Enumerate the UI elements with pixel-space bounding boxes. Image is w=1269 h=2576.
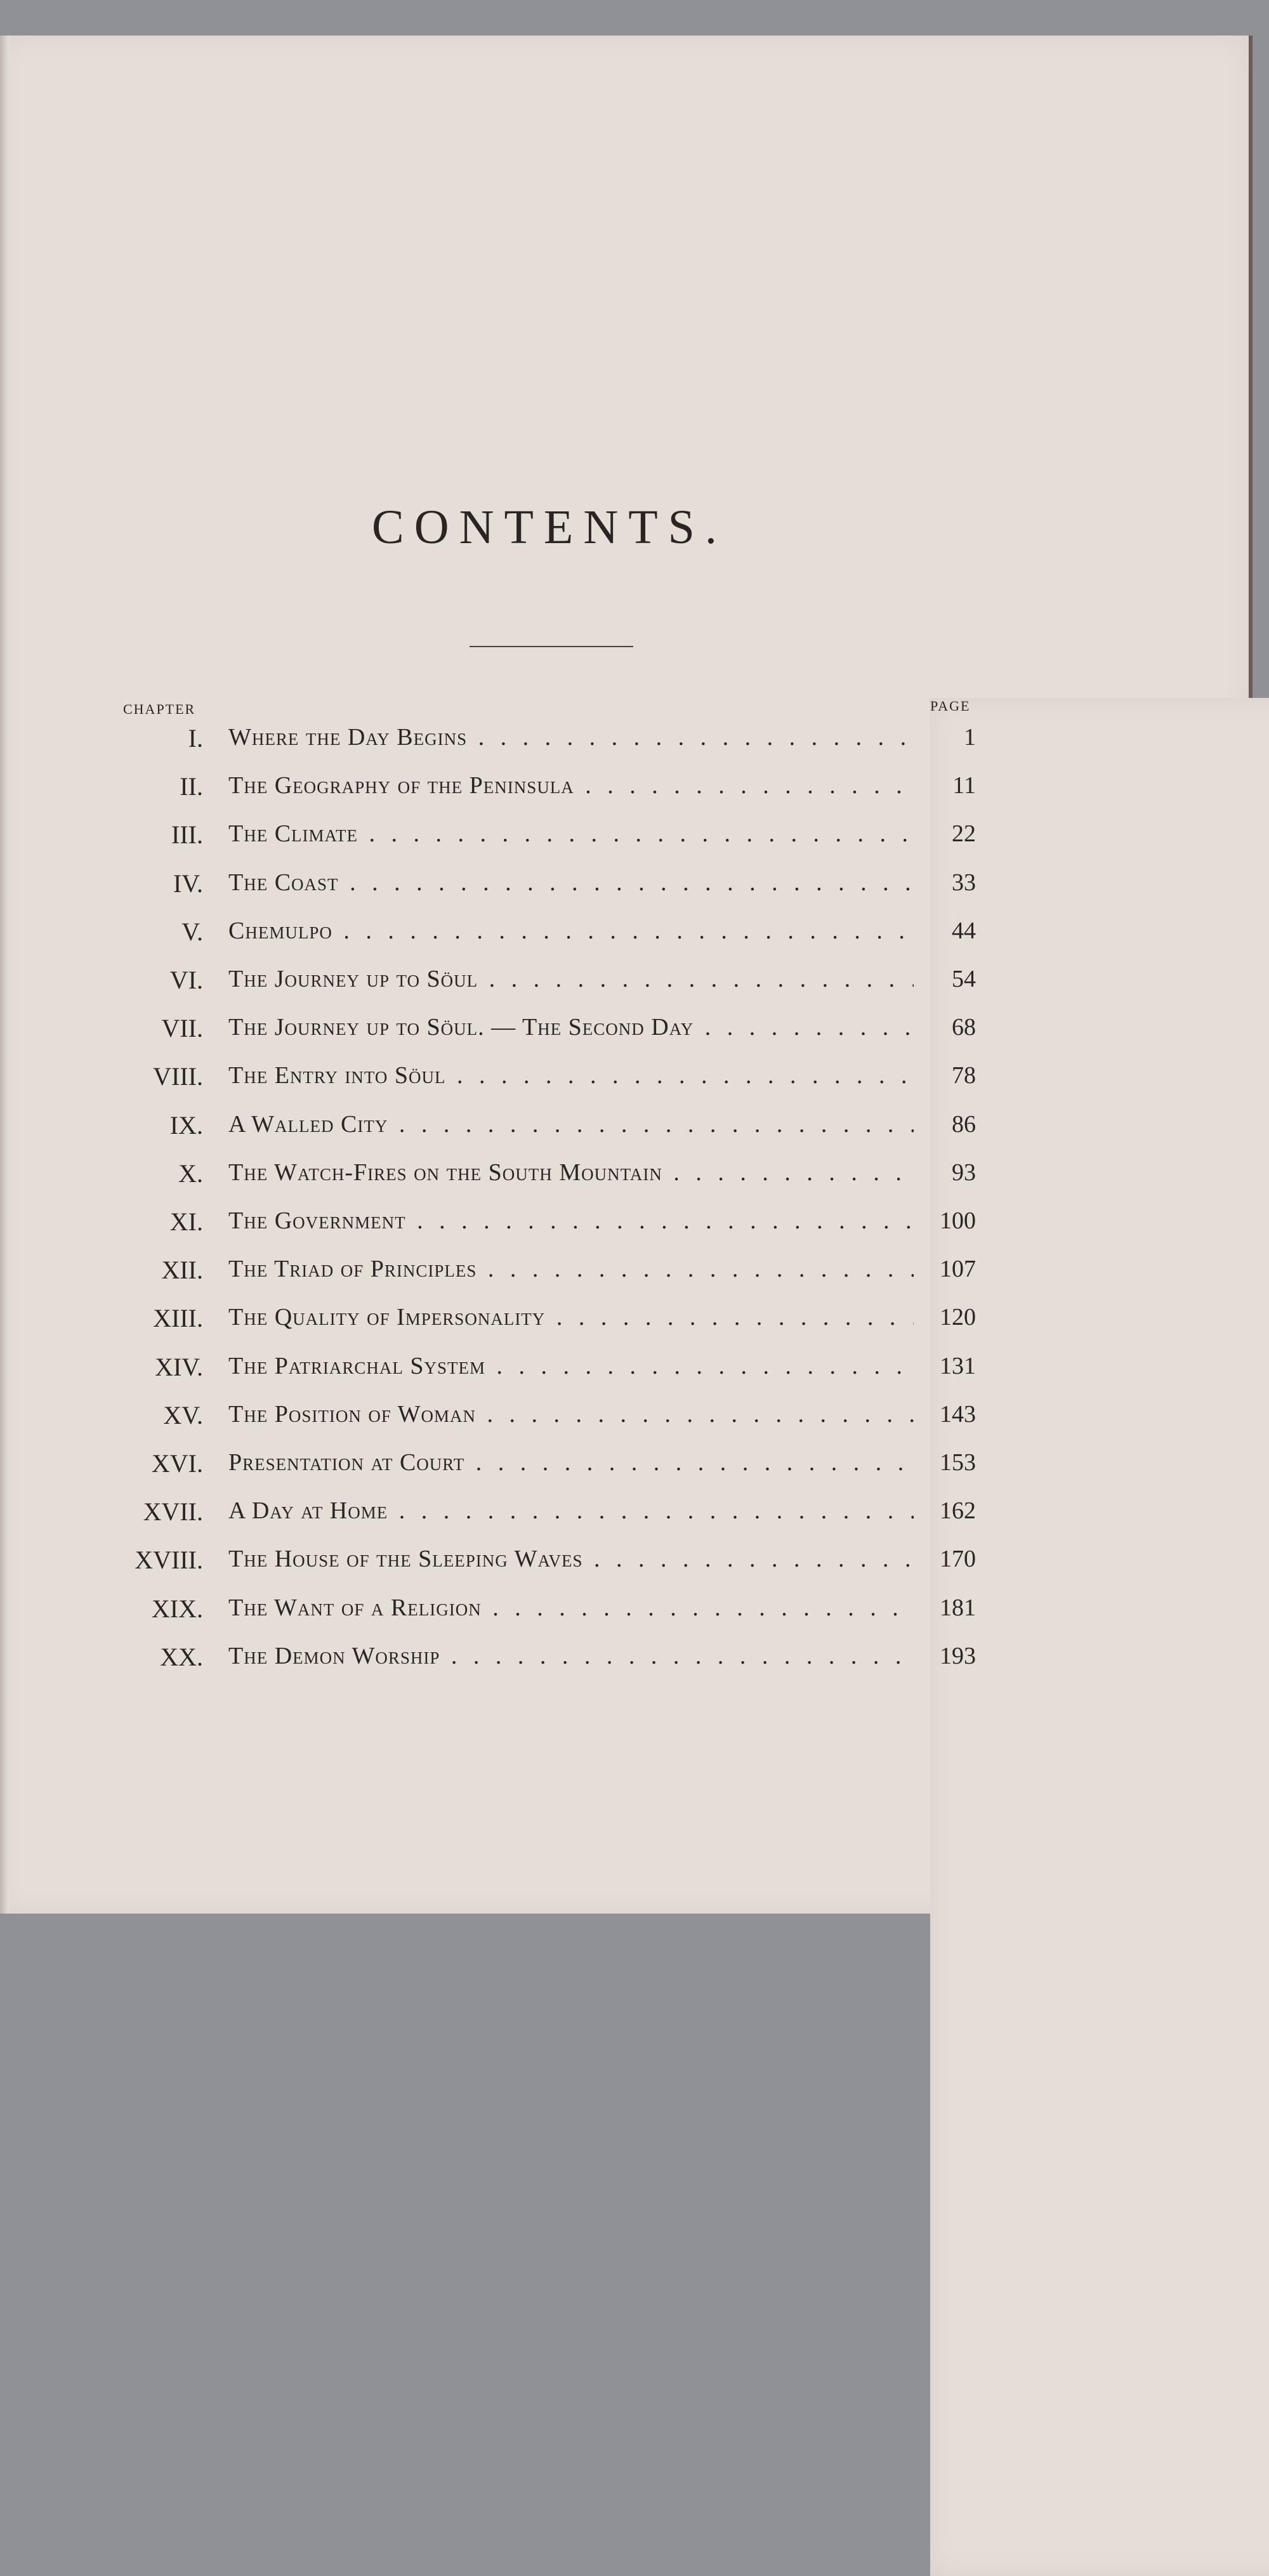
page-number: 162 — [940, 1497, 976, 1525]
toc-entry — [0, 1110, 1249, 1159]
chapter-numeral: I. — [188, 724, 203, 752]
chapter-title: The Geography of the Peninsula . . . — [228, 772, 914, 799]
chapter-title: The Climate . . . — [228, 820, 914, 848]
toc-entry — [0, 1061, 1249, 1110]
chapter-title: A Walled City . . . — [228, 1110, 914, 1138]
chapter-title: The Watch-Fires on the South Mountain . . . — [228, 1159, 914, 1186]
toc-entry — [0, 772, 1249, 820]
page-number: 22 — [952, 820, 976, 848]
toc-entry — [0, 1497, 1249, 1545]
chapter-numeral: XIII. — [153, 1304, 203, 1333]
page-column-header: PAGE — [930, 698, 1269, 2576]
chapter-title: The Entry into Söul . . . — [228, 1061, 914, 1089]
toc-entry — [0, 723, 1249, 772]
toc-entry — [0, 917, 1249, 965]
chapter-numeral: XIV. — [155, 1352, 203, 1381]
chapter-numeral: XIX. — [151, 1594, 203, 1623]
toc-entry — [0, 1449, 1249, 1497]
chapter-numeral: XVI. — [151, 1449, 203, 1478]
page-number: 120 — [940, 1304, 976, 1331]
page-number: 181 — [940, 1594, 976, 1621]
page-number: 107 — [940, 1256, 976, 1283]
chapter-title: Presentation at Court . . . — [228, 1449, 914, 1476]
chapter-numeral: IX. — [169, 1110, 203, 1140]
chapter-numeral: XX. — [160, 1642, 203, 1671]
chapter-title: Chemulpo . . . — [228, 917, 914, 945]
chapter-title: The House of the Sleeping Waves . . . — [228, 1545, 914, 1573]
chapter-title: The Position of Woman . . . — [228, 1400, 914, 1428]
chapter-title: The Coast . . . — [228, 869, 914, 897]
chapter-title: The Demon Worship . . . — [228, 1642, 914, 1670]
chapter-numeral: IV. — [173, 869, 203, 898]
toc-entry — [0, 1642, 1249, 1690]
toc-entry — [0, 1400, 1249, 1449]
chapter-numeral: VII. — [161, 1014, 203, 1043]
chapter-numeral: II. — [180, 772, 203, 801]
page-number: 11 — [952, 772, 976, 799]
chapter-numeral: XII. — [161, 1256, 203, 1285]
chapter-title: The Patriarchal System . . . — [228, 1352, 914, 1380]
chapter-title: The Journey up to Söul. — The Second Day . . . — [228, 1013, 914, 1041]
chapter-numeral: III. — [171, 820, 203, 850]
chapter-numeral: VIII. — [153, 1062, 203, 1091]
page-title: CONTENTS. — [372, 501, 727, 554]
chapter-numeral: XVII. — [143, 1497, 203, 1527]
toc-entry — [0, 869, 1249, 917]
chapter-numeral: X. — [178, 1159, 203, 1188]
page-number: 193 — [940, 1642, 976, 1669]
page-number: 78 — [952, 1062, 976, 1089]
page-number: 153 — [940, 1449, 976, 1476]
toc-entry — [0, 1594, 1249, 1642]
chapter-title: The Triad of Principles . . . — [228, 1255, 914, 1283]
page-number: 86 — [952, 1110, 976, 1138]
chapter-title: The Quality of Impersonality . . . — [228, 1303, 914, 1331]
chapter-numeral: XI. — [169, 1207, 203, 1236]
toc-entry — [0, 1303, 1249, 1351]
chapter-numeral: XVIII. — [135, 1546, 203, 1575]
toc-entry — [0, 1013, 1249, 1061]
chapter-title: Where the Day Begins . . . — [228, 723, 914, 751]
page-number: 143 — [940, 1400, 976, 1428]
chapter-column-header: CHAPTER — [123, 701, 196, 717]
page-number: 54 — [952, 966, 976, 992]
chapter-numeral: V. — [181, 917, 203, 946]
toc-entry — [0, 1159, 1249, 1207]
page-number: 131 — [940, 1352, 976, 1379]
chapter-numeral: VI. — [169, 966, 203, 994]
toc-entry — [0, 1545, 1249, 1593]
chapter-numeral: XV. — [163, 1400, 203, 1429]
title-divider — [470, 646, 633, 647]
toc-entry — [0, 820, 1249, 868]
chapter-title: The Want of a Religion . . . — [228, 1594, 914, 1622]
page-number: 1 — [964, 724, 976, 751]
page-number: 44 — [952, 917, 976, 944]
chapter-title: The Journey up to Söul . . . — [228, 965, 914, 993]
toc-entry — [0, 1207, 1249, 1255]
chapter-title: A Day at Home . . . — [228, 1497, 914, 1525]
page-number: 33 — [952, 869, 976, 896]
chapter-title: The Government . . . — [228, 1207, 914, 1235]
page-number: 170 — [940, 1546, 976, 1573]
page-number: 100 — [940, 1207, 976, 1234]
toc-entry — [0, 965, 1249, 1013]
page-number: 68 — [952, 1014, 976, 1041]
page-number: 93 — [952, 1159, 976, 1186]
toc-entry — [0, 1352, 1249, 1400]
toc-entry — [0, 1255, 1249, 1303]
